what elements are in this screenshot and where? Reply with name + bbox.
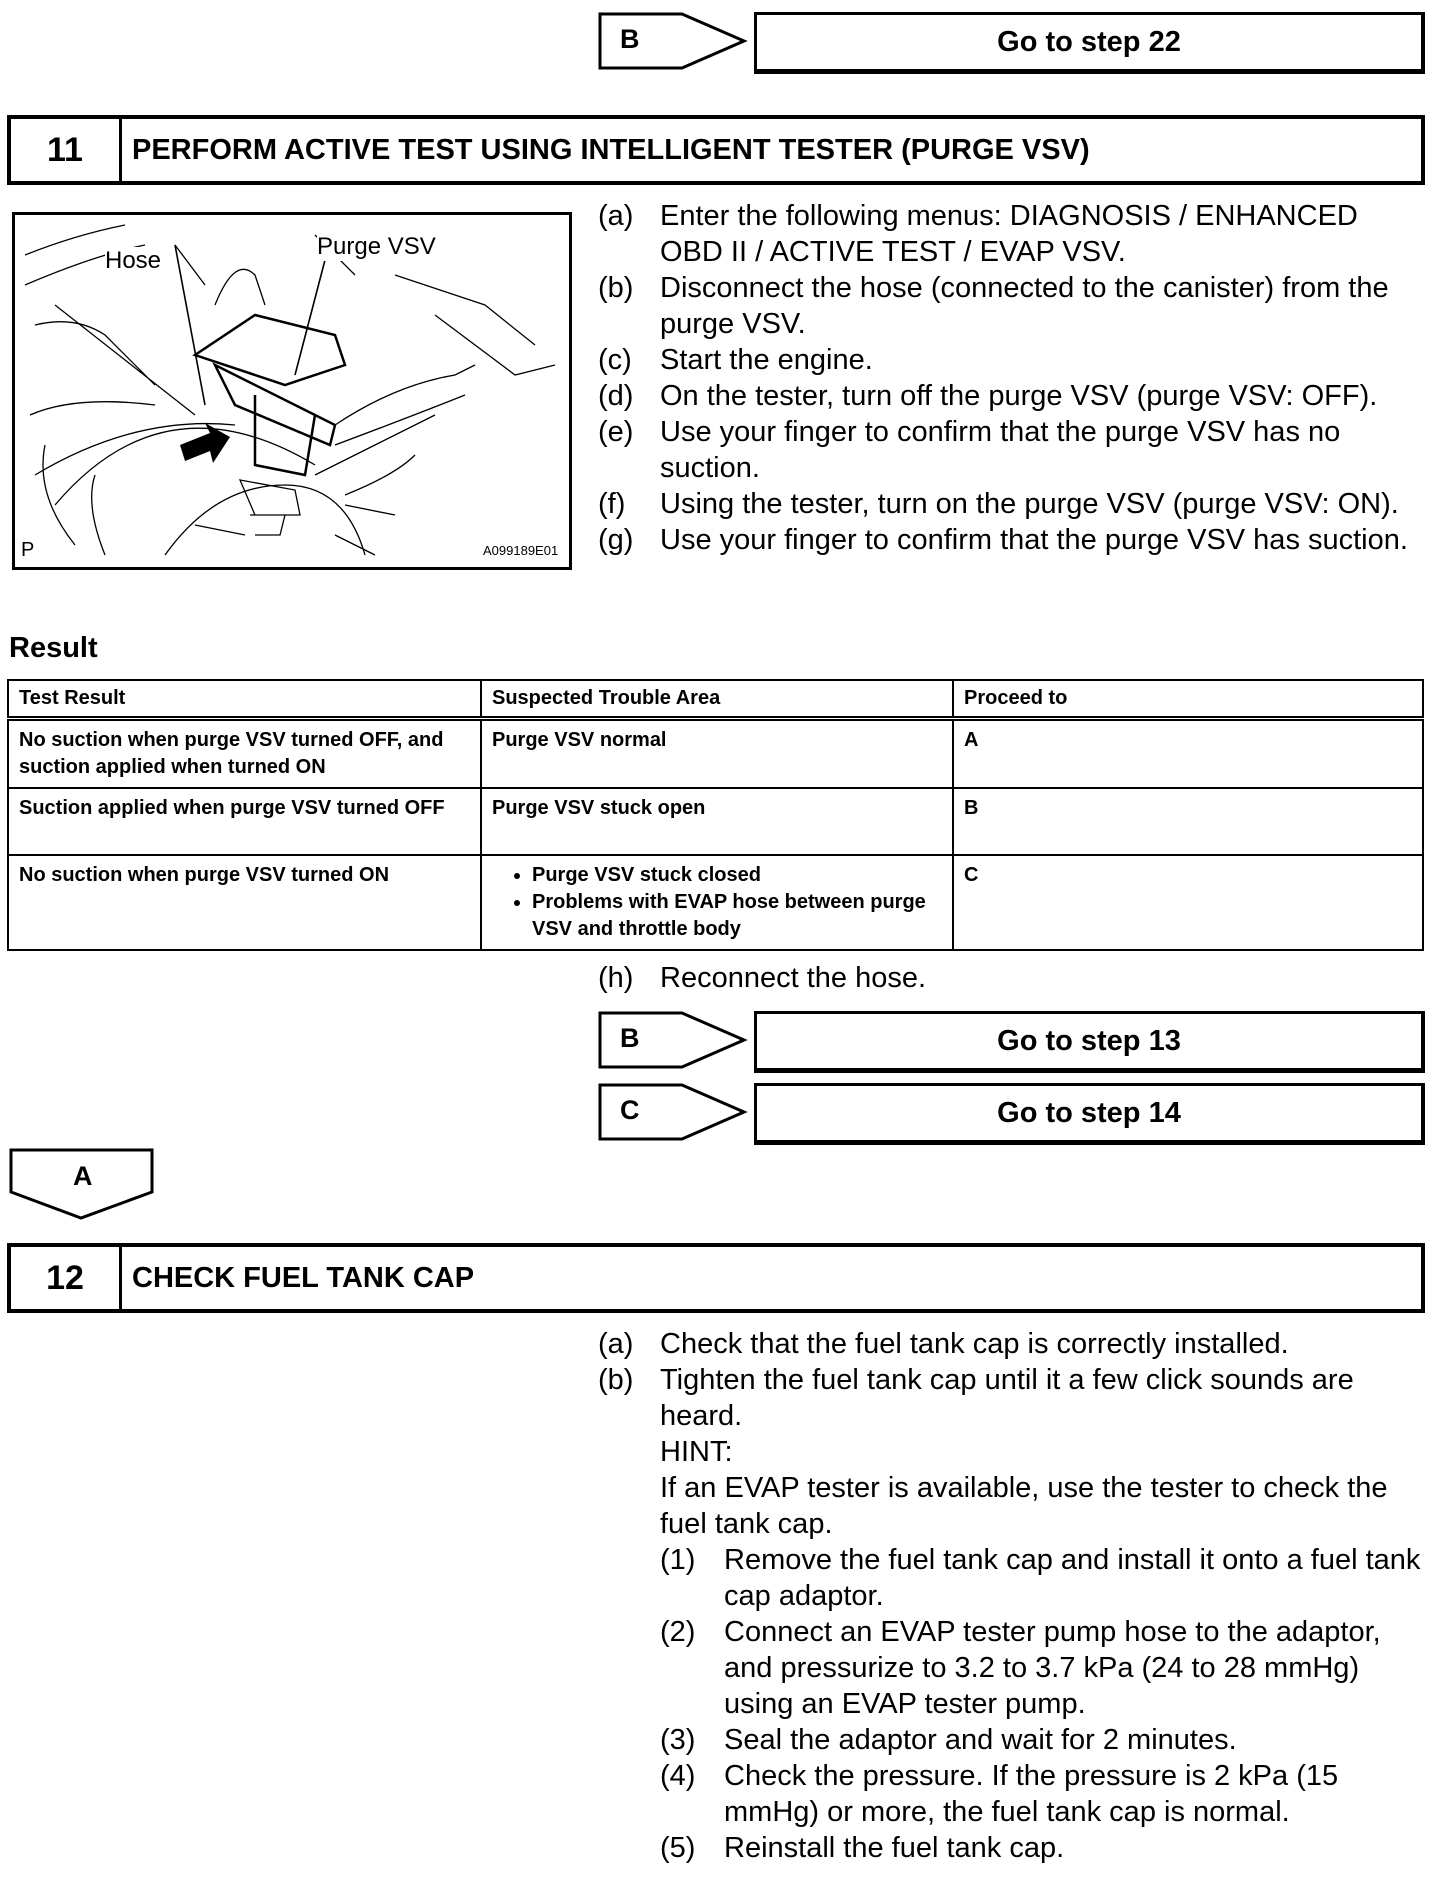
- step-11-header: [7, 115, 1425, 185]
- instruction-text: Using the tester, turn on the purge VSV (purge VSV: ON).: [660, 488, 1399, 520]
- instruction-label: (c): [598, 344, 632, 376]
- step-12-header: [7, 1243, 1425, 1313]
- test-result-cell: Suction applied when purge VSV turned OFF: [8, 788, 481, 855]
- sub-step-label: (5): [660, 1832, 696, 1864]
- instruction-label: (d): [598, 380, 634, 412]
- goto-step-14[interactable]: [754, 1083, 1425, 1145]
- label-hose: Hose: [105, 247, 162, 274]
- figure-id: A099189E01: [483, 543, 559, 558]
- trouble-area-item: • Problems with EVAP hose between purge VSV and throttle body: [532, 889, 942, 943]
- table-row: [8, 719, 1423, 789]
- trouble-area-item: • Purge VSV stuck closed: [532, 862, 942, 889]
- step-11-after: [598, 960, 1428, 996]
- sub-step: [660, 1722, 1428, 1758]
- instruction-text: Tighten the fuel tank cap until it a few click sounds are heard.: [660, 1364, 1354, 1432]
- branch-tag-b: [598, 12, 748, 72]
- result-heading: Result: [9, 632, 98, 664]
- instruction: [598, 960, 1428, 996]
- instruction-label: (h): [598, 962, 634, 994]
- purge-vsv-figure: [12, 212, 572, 570]
- step-11-instructions: [598, 198, 1428, 558]
- instruction-text: Start the engine.: [660, 344, 873, 376]
- instruction-label: (e): [598, 416, 634, 448]
- trouble-area-cell: [481, 855, 953, 950]
- instruction-label: (f): [598, 488, 626, 520]
- sub-step-label: (3): [660, 1724, 696, 1756]
- instruction-text: Disconnect the hose (connected to the canister) from the purge VSV.: [660, 272, 1389, 340]
- step-title: PERFORM ACTIVE TEST USING INTELLIGENT TESTER (PURGE VSV): [132, 134, 1090, 166]
- instruction: [598, 414, 1428, 486]
- goto-label: Go to step 13: [997, 1025, 1181, 1057]
- instruction: [598, 342, 1428, 378]
- instruction-label: (g): [598, 524, 634, 556]
- hint-label: HINT:: [660, 1436, 733, 1468]
- step-title: CHECK FUEL TANK CAP: [132, 1262, 475, 1294]
- sub-step-label: (4): [660, 1760, 696, 1792]
- instruction-label: (b): [598, 1364, 634, 1396]
- column-header: Proceed to: [953, 680, 1423, 719]
- instruction-text: Use your finger to confirm that the purge VSV has suction.: [660, 524, 1408, 556]
- table-header-row: [8, 680, 1423, 719]
- instruction: [598, 378, 1428, 414]
- test-result-cell: No suction when purge VSV turned ON: [8, 855, 481, 950]
- instruction-text: On the tester, turn off the purge VSV (purge VSV: OFF).: [660, 380, 1378, 412]
- instruction-label: (b): [598, 272, 634, 304]
- corner-mark: P: [21, 539, 35, 561]
- sub-step-label: (1): [660, 1544, 696, 1576]
- step-number: 12: [11, 1247, 122, 1309]
- sub-step-text: Seal the adaptor and wait for 2 minutes.: [724, 1724, 1237, 1756]
- instruction-text: Reconnect the hose.: [660, 962, 927, 994]
- instruction-text: Enter the following menus: DIAGNOSIS / ENHANCED OBD II / ACTIVE TEST / EVAP VSV.: [660, 200, 1358, 268]
- label-purge-vsv: Purge VSV: [317, 233, 436, 260]
- proceed-cell: B: [953, 788, 1423, 855]
- branch-tag-b: [598, 1011, 748, 1071]
- instruction: [598, 1326, 1428, 1362]
- branch-tag-c: [598, 1083, 748, 1143]
- instruction: [598, 1362, 1428, 1866]
- column-header: Suspected Trouble Area: [481, 680, 953, 719]
- goto-label: Go to step 14: [997, 1097, 1181, 1129]
- instruction-text: Check that the fuel tank cap is correctly installed.: [660, 1328, 1289, 1360]
- engine-illustration: [15, 215, 569, 567]
- branch-tag-label: B: [620, 1023, 640, 1053]
- sub-step: [660, 1542, 1428, 1614]
- instruction: [598, 522, 1428, 558]
- instruction-label: (a): [598, 200, 634, 232]
- proceed-cell: A: [953, 719, 1423, 789]
- instruction: [598, 486, 1428, 522]
- result-table: [7, 679, 1424, 951]
- instruction-label: (a): [598, 1328, 634, 1360]
- proceed-cell: C: [953, 855, 1423, 950]
- goto-step-22[interactable]: [754, 12, 1425, 74]
- goto-label: Go to step 22: [997, 26, 1181, 58]
- sub-step: [660, 1614, 1428, 1722]
- sub-step: [660, 1830, 1428, 1866]
- step-12-instructions: [598, 1326, 1428, 1866]
- table-row: [8, 855, 1423, 950]
- sub-step-text: Remove the fuel tank cap and install it onto a fuel tank cap adaptor.: [724, 1544, 1421, 1612]
- table-row: [8, 788, 1423, 855]
- branch-tag-label: C: [620, 1095, 640, 1125]
- instruction: [598, 198, 1428, 270]
- sub-step-text: Reinstall the fuel tank cap.: [724, 1832, 1065, 1864]
- test-result-cell: No suction when purge VSV turned OFF, and suction applied when turned ON: [8, 719, 481, 789]
- step-number: 11: [11, 119, 122, 181]
- continue-tag-label: A: [73, 1161, 93, 1191]
- continue-tag-a: [9, 1148, 155, 1220]
- sub-step-label: (2): [660, 1616, 696, 1648]
- sub-step-text: Connect an EVAP tester pump hose to the adaptor, and pressurize to 3.2 to 3.7 kPa (24 to 28 mmHg) using an EVAP tester pump.: [724, 1616, 1381, 1720]
- trouble-area-cell: Purge VSV stuck open: [481, 788, 953, 855]
- goto-step-13[interactable]: [754, 1011, 1425, 1073]
- hint-text: If an EVAP tester is available, use the tester to check the fuel tank cap.: [660, 1472, 1388, 1540]
- sub-step: [660, 1758, 1428, 1830]
- instruction-text: Use your finger to confirm that the purge VSV has no suction.: [660, 416, 1341, 484]
- instruction: [598, 270, 1428, 342]
- sub-step-text: Check the pressure. If the pressure is 2 kPa (15 mmHg) or more, the fuel tank cap is normal.: [724, 1760, 1339, 1828]
- column-header: Test Result: [8, 680, 481, 719]
- trouble-area-cell: Purge VSV normal: [481, 719, 953, 789]
- branch-tag-label: B: [620, 24, 640, 54]
